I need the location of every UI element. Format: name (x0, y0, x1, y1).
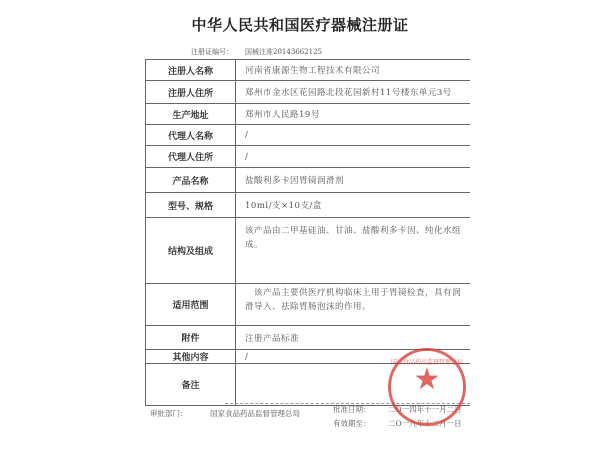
registration-number (191, 47, 322, 57)
approval-dept: 国家食品药品监督管理总局 (210, 409, 300, 418)
official-seal (388, 348, 466, 426)
star-icon: ★ (413, 362, 441, 397)
registration-number-value: 国械注准20143662125 (245, 48, 322, 56)
row-label: 型号、规格 (146, 193, 236, 218)
table-row (146, 146, 471, 168)
valid-until-label: 有效期至： (333, 419, 371, 428)
table-row (146, 168, 471, 193)
table-row (146, 125, 471, 146)
table-row (146, 284, 471, 326)
registration-number-label: 注册证编号： (191, 48, 233, 56)
table-row (146, 81, 471, 104)
row-value: / (236, 146, 471, 168)
row-label: 产品名称 (146, 168, 236, 193)
row-label: 备注 (146, 364, 236, 406)
row-label: 生产地址 (146, 104, 236, 125)
table-row (146, 60, 471, 81)
row-value: 郑州市金水区花园路北段花园新村11号楼东单元3号 (236, 81, 471, 104)
row-value: 10ml/支×10支/盒 (236, 193, 471, 218)
row-label: 注册人住所 (146, 81, 236, 104)
table-row (146, 326, 471, 350)
row-label: 适用范围 (146, 284, 236, 326)
approval-dept-label: 审批部门： (150, 409, 188, 418)
row-value: 盐酸利多卡因胃镜润滑剂 (236, 168, 471, 193)
table-row (146, 218, 471, 284)
row-value: / (236, 125, 471, 146)
row-value: 注册产品标准 (236, 326, 471, 350)
approval-date-label: 批准日期： (333, 405, 371, 414)
row-value: / (236, 350, 471, 364)
row-label: 其他内容 (146, 350, 236, 364)
table-row (146, 104, 471, 125)
row-value: 河南省康源生物工程技术有限公司 (236, 60, 471, 81)
approval-date: 二O一四年十一月二日 (388, 405, 462, 414)
row-label: 结构及组成 (146, 218, 236, 284)
row-label: 注册人名称 (146, 60, 236, 81)
row-label: 代理人住所 (146, 146, 236, 168)
row-value: 该产品主要供医疗机构临床上用于胃镜检查，具有润滑导入、祛除胃肠泡沫的作用。 (236, 284, 471, 326)
seal-text: 国家食品药品监督管理总局 (391, 359, 464, 366)
document-title: 中华人民共和国医疗器械注册证 (191, 16, 409, 34)
table-row (146, 193, 471, 218)
row-label: 附件 (146, 326, 236, 350)
row-label: 代理人名称 (146, 125, 236, 146)
row-value: 该产品由二甲基硅油、甘油、盐酸利多卡因、纯化水组成。 (236, 218, 471, 284)
row-value: 郑州市人民路19号 (236, 104, 471, 125)
valid-until: 二O一九年十二月一日 (388, 419, 462, 428)
